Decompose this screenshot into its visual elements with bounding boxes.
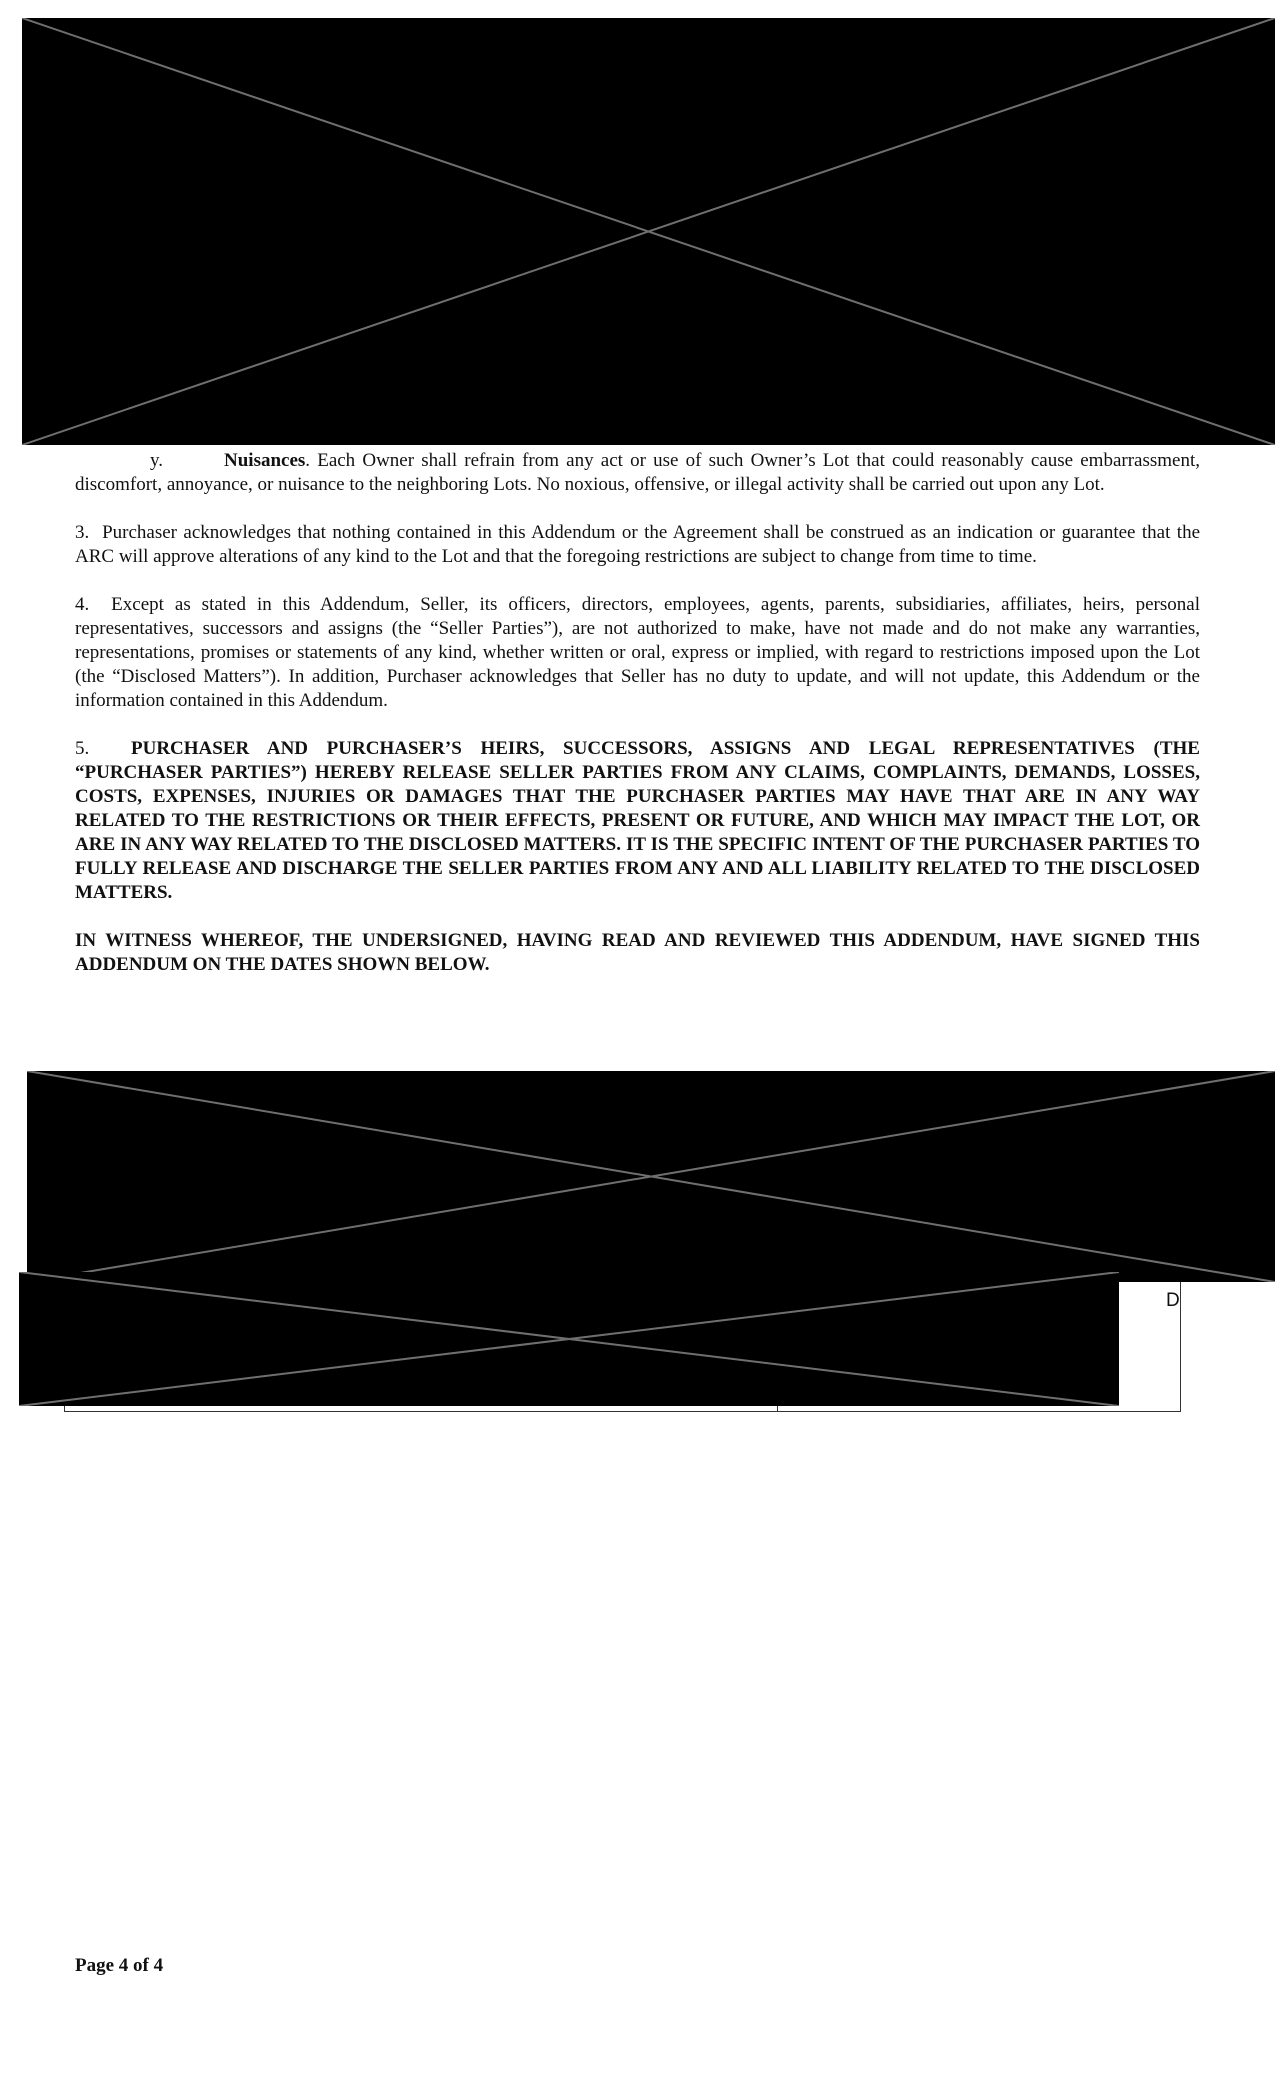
section-y-heading: Nuisances <box>224 450 306 471</box>
section-4-number: 4. <box>75 594 90 615</box>
redaction-block-middle <box>27 1071 1275 1282</box>
section-3 <box>75 521 1200 569</box>
section-4-text: Except as stated in this Addendum, Seller, its officers, directors, employees, agents, parents, subsidiaries, affiliates, heirs, personal representatives, successors and assigns (the “Seller Parties”), are not authorized to make, have not made and do not make any warranties, representations, promises or statements of any kind, whether written or oral, express or implied, with regard to restrictions imposed upon the Lot (the “Disclosed Matters”). In addition, Purchaser acknowledges that Seller has no duty to update, and will not update, this Addendum or the information contained in this Addendum. <box>75 594 1200 711</box>
redaction-cross-icon <box>22 18 1275 445</box>
witness-clause: IN WITNESS WHEREOF, THE UNDERSIGNED, HAVING READ AND REVIEWED THIS ADDENDUM, HAVE SIGNED THIS ADDENDUM ON THE DATES SHOWN BELOW. <box>75 930 1200 975</box>
section-y-letter: y. <box>150 450 164 471</box>
section-4 <box>75 593 1200 713</box>
section-y-text: . Each Owner shall refrain from any act or use of such Owner’s Lot that could reasonably cause embarrassment, discomfort, annoyance, or nuisance to the neighboring Lots. No noxious, offensive, or illegal activity shall be carried out upon any Lot. <box>75 450 1200 495</box>
signature-date-label-fragment: D <box>1166 1290 1180 1311</box>
section-3-number: 3. <box>75 522 90 543</box>
addendum-body <box>75 449 1200 1001</box>
section-5-text: PURCHASER AND PURCHASER’S HEIRS, SUCCESSORS, ASSIGNS AND LEGAL REPRESENTATIVES (THE “PURCHASER PARTIES”) HEREBY RELEASE SELLER PARTIES FROM ANY CLAIMS, COMPLAINTS, DEMANDS, LOSSES, COSTS, EXPENSES, INJURIES OR DAMAGES THAT THE PURCHASER PARTIES MAY HAVE THAT ARE IN ANY WAY RELATED TO THE RESTRICTIONS OR THEIR EFFECTS, PRESENT OR FUTURE, AND WHICH MAY IMPACT THE LOT, OR ARE IN ANY WAY RELATED TO THE DISCLOSED MATTERS. IT IS THE SPECIFIC INTENT OF THE PURCHASER PARTIES TO FULLY RELEASE AND DISCHARGE THE SELLER PARTIES FROM ANY AND ALL LIABILITY RELATED TO THE DISCLOSED MATTERS. <box>75 738 1200 903</box>
section-3-text: Purchaser acknowledges that nothing contained in this Addendum or the Agreement shall be construed as an indication or guarantee that the ARC will approve alterations of any kind to the Lot and that the foregoing restrictions are subject to change from time to time. <box>75 522 1200 567</box>
section-5-release <box>75 737 1200 905</box>
section-5-number: 5. <box>75 738 90 759</box>
page-number: Page 4 of 4 <box>75 1955 164 1976</box>
redaction-block-lower <box>19 1272 1119 1406</box>
redaction-block-top <box>22 18 1275 445</box>
section-y-nuisances <box>75 449 1200 497</box>
redaction-cross-icon <box>27 1071 1275 1282</box>
redaction-cross-icon <box>19 1272 1119 1406</box>
